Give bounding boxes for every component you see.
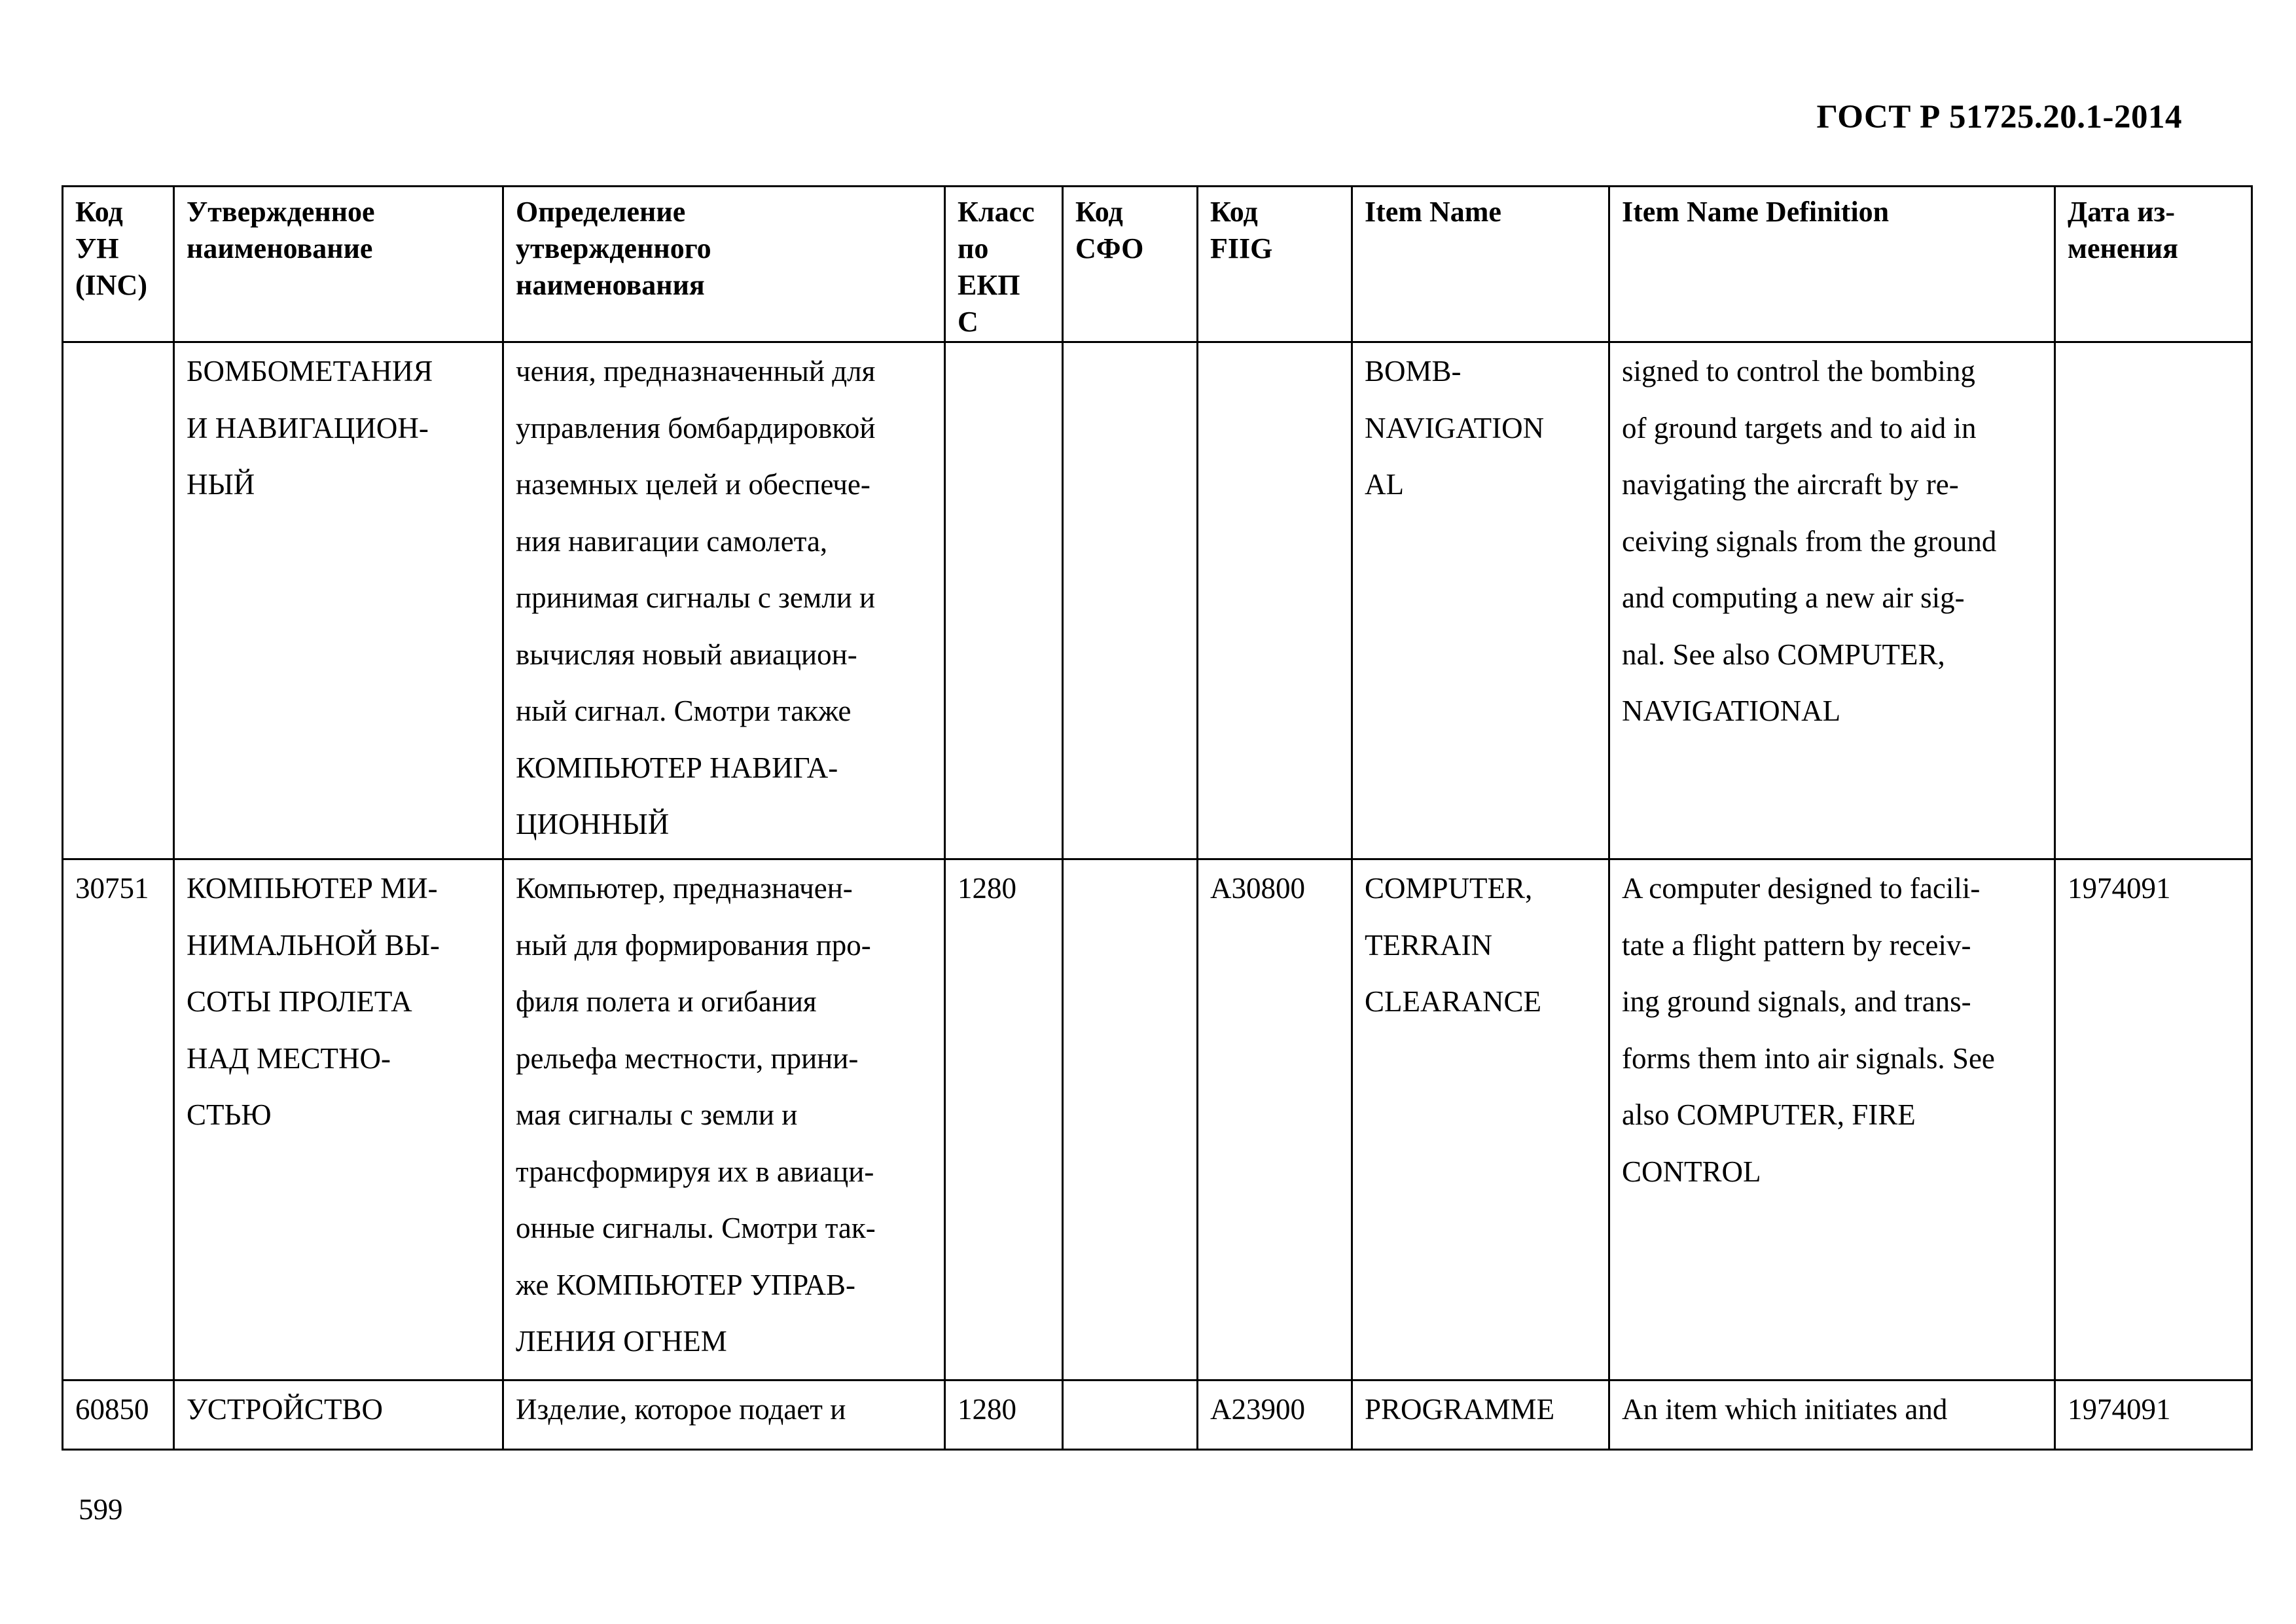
cell-text <box>187 343 490 513</box>
cell-line: рельефа местности, прини- <box>516 1041 859 1075</box>
header-definition <box>503 187 945 342</box>
cell-text <box>1622 860 2042 1200</box>
cell-line: КОМПЬЮТЕР НАВИГА- <box>516 751 838 784</box>
header-item-name <box>1352 187 1609 342</box>
cell-line: NAVIGATION <box>1365 411 1545 444</box>
cell-line: СТЬЮ <box>187 1098 272 1131</box>
cell-line: of ground targets and to aid in <box>1622 411 1977 444</box>
cell-line: СФО <box>1075 232 1144 264</box>
cell-line: ing ground signals, and trans- <box>1622 985 1971 1018</box>
cell-text <box>187 194 490 267</box>
cell-line: ЦИОННЫЙ <box>516 808 670 840</box>
cell-line: С <box>958 306 978 338</box>
cell-line: Класс <box>958 196 1035 228</box>
cell-line: наименования <box>516 269 705 301</box>
cell-line: signed to control the bombing <box>1622 355 1975 388</box>
cell-line: Изделие, которое подает и <box>516 1393 846 1426</box>
cell-line: НАД МЕСТНО- <box>187 1041 391 1075</box>
cell-line: И НАВИГАЦИОН- <box>187 411 429 444</box>
cell-line: УСТРОЙСТВО <box>187 1393 383 1426</box>
cell-text <box>1622 343 2042 740</box>
cell-line: же КОМПЬЮТЕР УПРАВ- <box>516 1268 855 1301</box>
cell-line: nal. See also COMPUTER, <box>1622 638 1945 671</box>
cell-line: A computer designed to facili- <box>1622 872 1981 905</box>
cell-line: НИМАЛЬНОЙ ВЫ- <box>187 928 440 962</box>
cell-line: Компьютер, предназначен- <box>516 872 853 905</box>
cell-text <box>958 194 1050 340</box>
cell-line: УН <box>75 232 119 264</box>
item-names-table <box>62 185 2253 1451</box>
cell-change-date: 1974091 <box>2055 1380 2252 1450</box>
cell-definition <box>503 859 945 1380</box>
cell-line: Item Name <box>1365 196 1501 228</box>
cell-line: BOMB- <box>1365 355 1462 388</box>
cell-line: Дата из- <box>2068 196 2175 228</box>
cell-line: ния навигации самолета, <box>516 524 828 558</box>
header-change-date <box>2055 187 2252 342</box>
cell-ekps-class: 1280 <box>945 859 1063 1380</box>
standard-title: ГОСТ Р 51725.20.1-2014 <box>1816 99 2182 135</box>
cell-item-name <box>1352 342 1609 859</box>
cell-line: управления бомбардировкой <box>516 411 876 444</box>
cell-line: Код <box>1075 196 1123 228</box>
cell-line: принимая сигналы с земли и <box>516 581 876 614</box>
cell-ekps-class <box>945 342 1063 859</box>
cell-line: forms them into air signals. See <box>1622 1041 1995 1075</box>
cell-line: Определение <box>516 196 686 228</box>
cell-line: CONTROL <box>1622 1155 1761 1188</box>
cell-line: по <box>958 232 989 264</box>
cell-text <box>1365 194 1596 230</box>
cell-line: наименование <box>187 232 373 264</box>
cell-text <box>516 194 932 304</box>
cell-line: Код <box>75 196 123 228</box>
cell-fiig-code: A30800 <box>1198 859 1352 1380</box>
cell-line: менения <box>2068 232 2178 264</box>
table-header-row <box>63 187 2252 342</box>
cell-inc: 60850 <box>63 1380 174 1450</box>
cell-line: ЛЕНИЯ ОГНЕМ <box>516 1325 727 1358</box>
cell-text <box>1365 1381 1596 1438</box>
cell-text <box>187 860 490 1144</box>
table-row <box>63 859 2252 1380</box>
cell-line: филя полета и огибания <box>516 985 817 1018</box>
cell-line: мая сигналы с земли и <box>516 1098 798 1131</box>
cell-line: БОМБОМЕТАНИЯ <box>187 355 433 388</box>
header-inc <box>63 187 174 342</box>
cell-item-name <box>1352 1380 1609 1450</box>
cell-text <box>516 343 932 853</box>
cell-line: ный для формирования про- <box>516 928 871 962</box>
header-ekps-class <box>945 187 1063 342</box>
cell-line: Утвержденное <box>187 196 375 228</box>
cell-line: tate a flight pattern by receiv- <box>1622 928 1971 962</box>
cell-approved-name <box>174 859 503 1380</box>
header-item-name-definition <box>1609 187 2055 342</box>
cell-line: also COMPUTER, FIRE <box>1622 1098 1916 1131</box>
table-row <box>63 1380 2252 1450</box>
cell-line: наземных целей и обеспече- <box>516 468 870 501</box>
cell-inc: 30751 <box>63 859 174 1380</box>
header-fiig-code <box>1198 187 1352 342</box>
cell-line: чения, предназначенный для <box>516 355 876 388</box>
cell-line: трансформируя их в авиаци- <box>516 1155 874 1188</box>
cell-line: КОМПЬЮТЕР МИ- <box>187 872 438 905</box>
cell-text <box>1622 1381 2042 1438</box>
cell-text <box>75 194 161 304</box>
header-sfo-code <box>1063 187 1198 342</box>
cell-sfo-code <box>1063 342 1198 859</box>
cell-line: Код <box>1210 196 1258 228</box>
cell-line: ный сигнал. Смотри также <box>516 695 852 727</box>
cell-item-name-definition <box>1609 1380 2055 1450</box>
cell-sfo-code <box>1063 859 1198 1380</box>
cell-text <box>187 1381 490 1438</box>
cell-item-name <box>1352 859 1609 1380</box>
cell-line: COMPUTER, <box>1365 872 1533 905</box>
cell-text <box>1210 194 1339 267</box>
cell-change-date: 1974091 <box>2055 859 2252 1380</box>
cell-line: ceiving signals from the ground <box>1622 524 1997 558</box>
cell-text <box>516 1381 932 1438</box>
cell-approved-name <box>174 342 503 859</box>
cell-sfo-code <box>1063 1380 1198 1450</box>
cell-line: TERRAIN <box>1365 928 1492 962</box>
cell-ekps-class: 1280 <box>945 1380 1063 1450</box>
cell-fiig-code <box>1198 342 1352 859</box>
cell-fiig-code: A23900 <box>1198 1380 1352 1450</box>
cell-line: CLEARANCE <box>1365 985 1541 1018</box>
cell-line: утвержденного <box>516 232 711 264</box>
cell-line: NAVIGATIONAL <box>1622 695 1841 727</box>
cell-line: ЕКП <box>958 269 1020 301</box>
cell-text <box>1365 343 1596 513</box>
cell-line: navigating the aircraft by re- <box>1622 468 1959 501</box>
cell-line: An item which initiates and <box>1622 1393 1948 1426</box>
cell-line: НЫЙ <box>187 468 255 501</box>
cell-change-date <box>2055 342 2252 859</box>
cell-item-name-definition <box>1609 859 2055 1380</box>
cell-line: PROGRAMME <box>1365 1393 1555 1426</box>
cell-line: FIIG <box>1210 232 1273 264</box>
cell-line: Item Name Definition <box>1622 196 1890 228</box>
header-approved-name <box>174 187 503 342</box>
cell-text <box>2068 194 2239 267</box>
cell-line: (INC) <box>75 269 147 301</box>
cell-item-name-definition <box>1609 342 2055 859</box>
cell-text <box>1365 860 1596 1030</box>
cell-line: and computing a new air sig- <box>1622 581 1965 614</box>
cell-line: AL <box>1365 468 1404 501</box>
cell-line: вычисляя новый авиацион- <box>516 638 857 671</box>
cell-line: СОТЫ ПРОЛЕТА <box>187 985 412 1018</box>
cell-inc <box>63 342 174 859</box>
cell-text <box>1622 194 2042 230</box>
cell-definition <box>503 342 945 859</box>
cell-text <box>516 860 932 1370</box>
cell-line: онные сигналы. Смотри так- <box>516 1212 876 1244</box>
table-row <box>63 342 2252 859</box>
cell-approved-name <box>174 1380 503 1450</box>
cell-definition <box>503 1380 945 1450</box>
cell-text <box>1075 194 1185 267</box>
page-number: 599 <box>79 1493 123 1526</box>
